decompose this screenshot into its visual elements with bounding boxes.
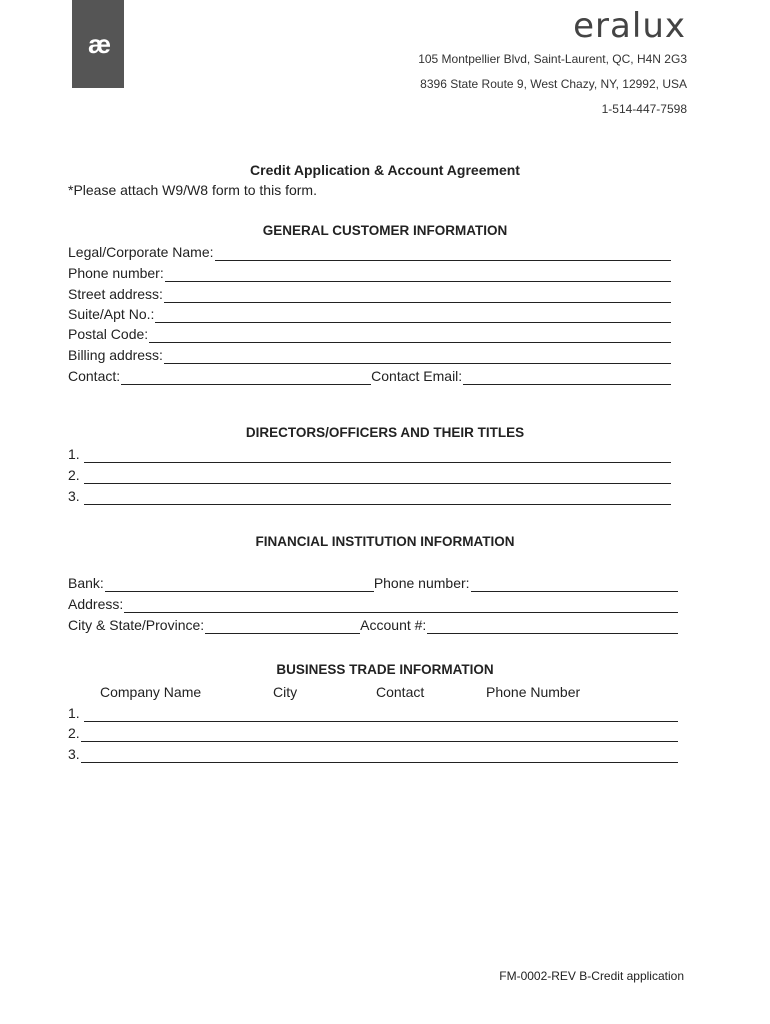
bank-address-label: Address: <box>68 596 124 612</box>
column-phone-number: Phone Number <box>486 684 581 700</box>
column-company-name: Company Name <box>100 684 202 700</box>
director-number: 3. <box>68 488 80 504</box>
account-label: Account #: <box>360 617 427 633</box>
trade-number: 2. <box>68 725 80 741</box>
suite-label: Suite/Apt No.: <box>68 306 155 322</box>
city-state-input-line[interactable] <box>205 618 360 634</box>
legal-name-label: Legal/Corporate Name: <box>68 244 214 260</box>
director-number: 2. <box>68 467 80 483</box>
billing-input-line[interactable] <box>164 348 671 364</box>
director-row-3[interactable] <box>68 487 671 505</box>
trade-input-line[interactable] <box>84 706 678 722</box>
city-state-label: City & State/Province: <box>68 617 205 633</box>
legal-name-field[interactable] <box>68 243 671 261</box>
street-field[interactable] <box>68 285 671 303</box>
company-address-2: 8396 State Route 9, West Chazy, NY, 12992, USA <box>420 77 687 91</box>
phone-label: Phone number: <box>68 265 164 281</box>
bank-phone-input-line[interactable] <box>471 576 678 592</box>
director-input-line[interactable] <box>84 447 671 463</box>
general-heading: GENERAL CUSTOMER INFORMATION <box>262 223 508 238</box>
bank-address-input-line[interactable] <box>124 597 678 613</box>
postal-label: Postal Code: <box>68 326 149 342</box>
suite-field[interactable] <box>68 305 671 323</box>
contact-input-line[interactable] <box>121 369 371 385</box>
column-contact: Contact <box>376 684 425 700</box>
director-row-1[interactable] <box>68 445 671 463</box>
legal-name-input-line[interactable] <box>215 245 671 261</box>
director-row-2[interactable] <box>68 466 671 484</box>
bank-row <box>68 574 678 592</box>
attach-note: *Please attach W9/W8 form to this form. <box>68 182 317 198</box>
contact-email-input-line[interactable] <box>463 369 671 385</box>
suite-input-line[interactable] <box>155 307 671 323</box>
billing-label: Billing address: <box>68 347 163 363</box>
contact-label: Contact: <box>68 368 121 384</box>
postal-input-line[interactable] <box>149 327 671 343</box>
company-phone: 1-514-447-7598 <box>601 102 687 116</box>
page-title: Credit Application & Account Agreement <box>250 162 520 178</box>
director-number: 1. <box>68 446 80 462</box>
contact-email-label: Contact Email: <box>371 368 463 384</box>
bank-label: Bank: <box>68 575 104 591</box>
trade-row-2[interactable] <box>68 724 678 742</box>
trade-row-3[interactable] <box>68 745 678 763</box>
billing-field[interactable] <box>68 346 671 364</box>
company-address-1: 105 Montpellier Blvd, Saint-Laurent, QC, H4N 2G3 <box>418 52 687 66</box>
account-input-line[interactable] <box>427 618 678 634</box>
street-label: Street address: <box>68 286 163 302</box>
phone-field[interactable] <box>68 264 671 282</box>
trade-heading: BUSINESS TRADE INFORMATION <box>276 662 494 677</box>
trade-number: 3. <box>68 746 80 762</box>
trade-number: 1. <box>68 705 80 721</box>
directors-heading: DIRECTORS/OFFICERS AND THEIR TITLES <box>245 425 525 440</box>
bank-phone-label: Phone number: <box>373 575 470 591</box>
column-city: City <box>273 684 298 700</box>
street-input-line[interactable] <box>164 287 671 303</box>
trade-row-1[interactable] <box>68 704 678 722</box>
city-account-row <box>68 616 678 634</box>
contact-row <box>68 367 671 385</box>
form-code-footer: FM-0002-REV B-Credit application <box>499 969 684 983</box>
bank-address-field[interactable] <box>68 595 678 613</box>
financial-heading: FINANCIAL INSTITUTION INFORMATION <box>255 534 515 549</box>
brand-wordmark: eralux <box>573 6 686 46</box>
logo-monogram-text: æ <box>87 28 109 59</box>
postal-field[interactable] <box>68 325 671 343</box>
bank-input-line[interactable] <box>105 576 374 592</box>
trade-input-line[interactable] <box>81 726 678 742</box>
director-input-line[interactable] <box>84 468 671 484</box>
director-input-line[interactable] <box>84 489 671 505</box>
phone-input-line[interactable] <box>165 266 671 282</box>
logo-monogram <box>72 0 124 88</box>
trade-input-line[interactable] <box>81 747 678 763</box>
